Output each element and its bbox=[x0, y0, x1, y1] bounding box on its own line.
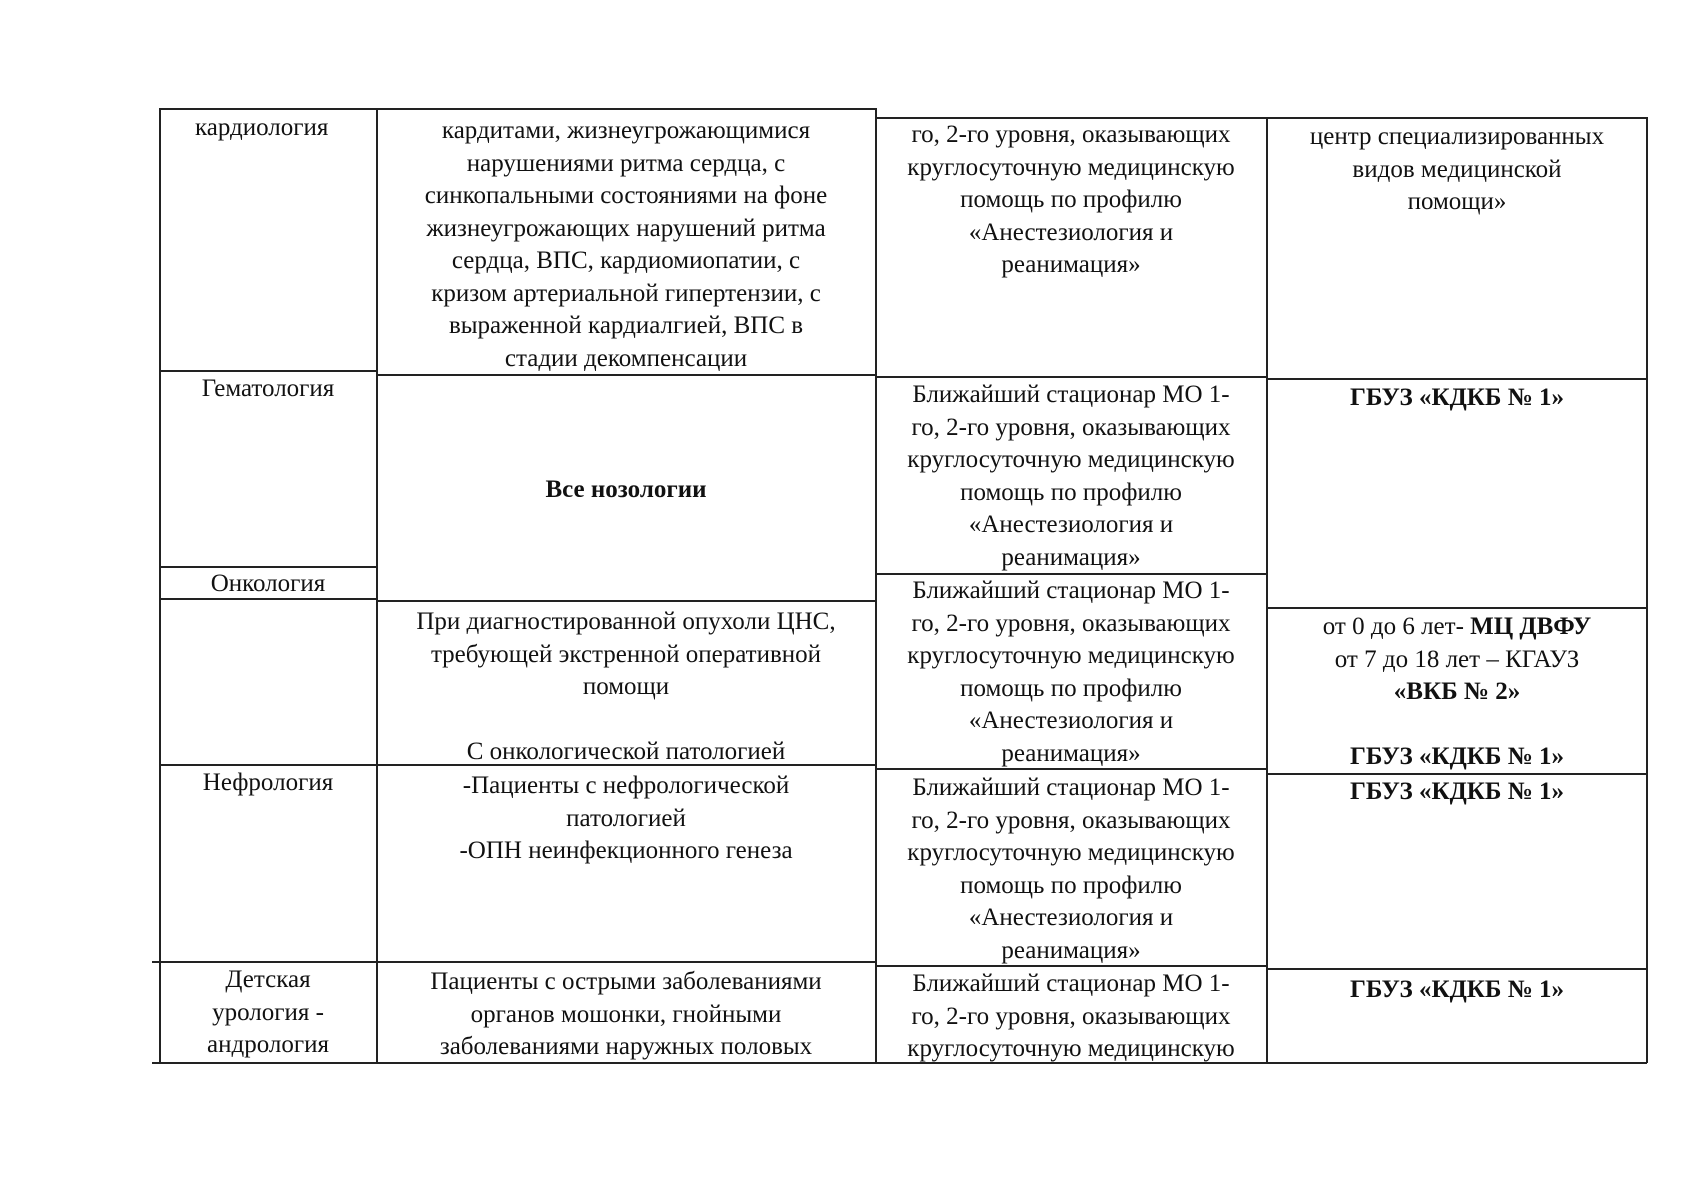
row-line-cardio-c3 bbox=[875, 376, 1266, 378]
nephro-specialty-label: Нефрология bbox=[202, 769, 334, 796]
cardio-specialty-cell bbox=[162, 112, 374, 145]
onco-conditions-line: С онкологической патологией bbox=[466, 738, 786, 765]
all-nosologies-label: Все нозологии bbox=[545, 476, 707, 503]
nephro-stationary-line: Ближайший стационар МО 1- bbox=[912, 774, 1230, 801]
uro-organization-cell bbox=[1269, 974, 1645, 1007]
onco-conditions-line: требующей экстренной оперативной bbox=[430, 640, 822, 668]
nephro-stationary-cell bbox=[878, 772, 1264, 967]
cardio-organization-cell bbox=[1269, 121, 1645, 219]
hemato-stationary-line: Ближайший стационар МО 1- bbox=[912, 381, 1230, 408]
nephro-stationary-line: го, 2-го уровня, оказывающих bbox=[911, 806, 1231, 834]
onco-specialty-cell bbox=[162, 568, 374, 601]
hemato-stationary-cell bbox=[878, 379, 1264, 574]
uro-specialty-line: урология - bbox=[212, 998, 324, 1026]
onco-specialty-label: Онкология bbox=[210, 570, 326, 597]
cardio-stationary-line: круглосуточную медицинскую bbox=[907, 153, 1235, 181]
nephro-organization-cell bbox=[1269, 776, 1645, 809]
cardio-specialty-line: кардиология bbox=[195, 114, 329, 141]
onco-conditions-line: помощи bbox=[582, 673, 670, 700]
nephro-specialty-cell bbox=[162, 767, 374, 800]
nephro-conditions-line: -ОПН неинфекционного генеза bbox=[459, 837, 793, 864]
nephro-stationary-line: круглосуточную медицинскую bbox=[907, 839, 1235, 866]
onco-organization-line: «ВКБ № 2» bbox=[1393, 678, 1521, 705]
hemato-stationary-line: круглосуточную медицинскую bbox=[907, 446, 1235, 473]
uro-conditions-line: заболеваниями наружных половых bbox=[439, 1033, 813, 1060]
hemato-stationary-line: реанимация» bbox=[1001, 543, 1141, 571]
cardio-conditions-line: нарушениями ритма сердца, с bbox=[466, 149, 786, 177]
onco-stationary-line: реанимация» bbox=[1001, 739, 1141, 767]
onco-stationary-line: го, 2-го уровня, оказывающих bbox=[911, 609, 1231, 637]
onco-stationary-line: помощь по профилю bbox=[960, 674, 1182, 702]
column-divider-2 bbox=[875, 108, 877, 1063]
uro-organization-label: ГБУЗ «КДКБ № 1» bbox=[1349, 976, 1565, 1003]
cardio-organization-line: видов медицинской bbox=[1352, 155, 1562, 183]
nephro-conditions-line: патологией bbox=[566, 804, 686, 832]
cardio-conditions-line: жизнеугрожающих нарушений ритма bbox=[426, 214, 826, 242]
cardio-conditions-line: синкопальными состояниями на фоне bbox=[424, 182, 828, 209]
onco-org-mc-dvfu: МЦ ДВФУ bbox=[1470, 613, 1592, 640]
nephro-conditions-cell bbox=[379, 770, 873, 868]
onco-conditions-line: При диагностированной опухоли ЦНС, bbox=[416, 608, 836, 635]
nephro-stationary-line: «Анестезиология и bbox=[968, 904, 1174, 931]
hemato-onco-conditions-cell bbox=[379, 474, 873, 507]
uro-stationary-line: Ближайший стационар МО 1- bbox=[912, 970, 1230, 997]
hemato-organization-cell bbox=[1269, 382, 1645, 415]
cardio-stationary-line: «Анестезиология и bbox=[968, 218, 1174, 246]
uro-specialty-line: Детская bbox=[225, 966, 311, 993]
onco-organization-line: ГБУЗ «КДКБ № 1» bbox=[1349, 743, 1565, 770]
nephro-organization-label: ГБУЗ «КДКБ № 1» bbox=[1349, 778, 1565, 805]
cardio-conditions-line: стадии декомпенсации bbox=[504, 344, 748, 372]
row-line-nephro-c12 bbox=[152, 961, 875, 963]
hemato-stationary-line: го, 2-го уровня, оказывающих bbox=[911, 413, 1231, 441]
uro-conditions-line: органов мошонки, гнойными bbox=[470, 1000, 782, 1028]
onco-stationary-line: «Анестезиология и bbox=[968, 707, 1174, 734]
uro-conditions-line: Пациенты с острыми заболеваниями bbox=[430, 968, 822, 995]
table-border-left bbox=[159, 108, 161, 1063]
onco-conditions-cell bbox=[379, 606, 873, 769]
uro-stationary-line: го, 2-го уровня, оказывающих bbox=[911, 1002, 1231, 1030]
onco-conditions-spacer bbox=[379, 704, 873, 737]
cardio-organization-line: центр специализированных bbox=[1309, 123, 1605, 150]
nephro-conditions-line: -Пациенты с нефрологической bbox=[462, 772, 790, 799]
cardio-conditions-line: кардитами, жизнеугрожающимися bbox=[441, 117, 811, 144]
row-line-cardio-c4 bbox=[1266, 378, 1647, 380]
cardio-stationary-cell bbox=[878, 119, 1264, 282]
hemato-stationary-line: «Анестезиология и bbox=[968, 511, 1174, 538]
onco-organization-spacer bbox=[1269, 709, 1645, 742]
row-line-cardio-c1 bbox=[159, 370, 376, 372]
onco-age-0-6: от 0 до 6 лет- bbox=[1322, 613, 1471, 640]
cardio-conditions-line: кризом артериальной гипертензии, с bbox=[431, 279, 821, 307]
cardio-stationary-line: помощь по профилю bbox=[960, 186, 1182, 213]
nephro-stationary-line: реанимация» bbox=[1001, 936, 1141, 964]
cardio-conditions-line: выраженной кардиалгией, ВПС в bbox=[448, 312, 804, 339]
onco-stationary-line: круглосуточную медицинскую bbox=[907, 642, 1235, 669]
cardio-stationary-line: реанимация» bbox=[1001, 251, 1141, 278]
table-border-right bbox=[1646, 117, 1648, 1063]
cardio-stationary-line: го, 2-го уровня, оказывающих bbox=[911, 121, 1231, 148]
hemato-specialty-label: Гематология bbox=[201, 375, 335, 402]
uro-conditions-cell bbox=[379, 966, 873, 1064]
nephro-stationary-line: помощь по профилю bbox=[960, 871, 1182, 899]
hemato-specialty-cell bbox=[162, 373, 374, 406]
table-border-top-right bbox=[1266, 117, 1647, 119]
onco-organization-line bbox=[1269, 611, 1645, 644]
cardio-conditions-cell bbox=[379, 115, 873, 375]
cardio-organization-line: помощи» bbox=[1407, 188, 1507, 215]
row-line-hemato-c4 bbox=[1266, 607, 1647, 609]
onco-organization-line: от 7 до 18 лет – КГАУЗ bbox=[1334, 645, 1580, 673]
onco-organization-cell bbox=[1269, 611, 1645, 774]
row-line-onco-c2 bbox=[376, 600, 875, 602]
column-divider-3 bbox=[1266, 117, 1268, 1063]
uro-stationary-line: круглосуточную медицинскую bbox=[907, 1035, 1235, 1062]
onco-stationary-line: Ближайший стационар МО 1- bbox=[912, 577, 1230, 604]
uro-specialty-line: андрология bbox=[207, 1031, 329, 1058]
uro-specialty-cell bbox=[162, 964, 374, 1062]
table-border-top-left bbox=[159, 108, 875, 110]
cardio-conditions-line: сердца, ВПС, кардиомиопатии, с bbox=[451, 247, 801, 274]
hemato-organization-label: ГБУЗ «КДКБ № 1» bbox=[1349, 384, 1565, 411]
hemato-stationary-line: помощь по профилю bbox=[960, 478, 1182, 506]
uro-stationary-cell bbox=[878, 968, 1264, 1066]
column-divider-1 bbox=[376, 108, 378, 1063]
onco-stationary-cell bbox=[878, 575, 1264, 770]
row-line-nephro-c4 bbox=[1266, 968, 1647, 970]
